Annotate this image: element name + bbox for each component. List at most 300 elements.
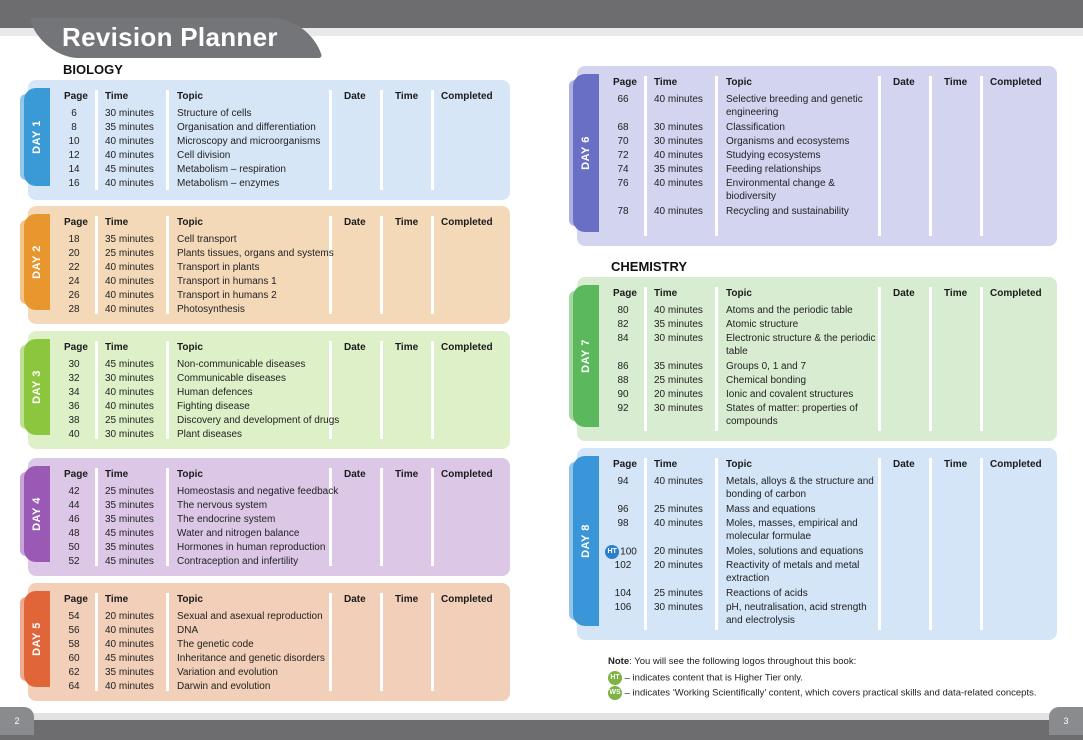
row-topic — [177, 527, 300, 540]
column-separator — [380, 593, 383, 691]
column-header-completed: Completed — [441, 469, 493, 480]
row-time: 40 minutes — [654, 178, 703, 189]
row-topic-line: Feeding relationships — [726, 164, 822, 175]
row-time: 35 minutes — [105, 500, 154, 511]
column-header-topic: Topic — [177, 469, 203, 480]
row-topic — [177, 555, 298, 568]
column-separator — [166, 341, 169, 439]
column-header-date: Date — [344, 217, 366, 228]
column-header-time2: Time — [944, 288, 968, 299]
column-header-completed: Completed — [990, 459, 1042, 470]
row-topic-line: extraction — [726, 573, 770, 584]
row-page: 22 — [68, 262, 80, 273]
row-topic — [177, 386, 253, 399]
column-separator — [95, 341, 98, 439]
column-separator — [329, 593, 332, 691]
row-topic — [726, 402, 858, 428]
row-topic-line: The nervous system — [177, 500, 268, 511]
row-topic-line: DNA — [177, 625, 199, 636]
row-topic — [726, 149, 821, 162]
column-separator — [329, 90, 332, 190]
column-header-time2: Time — [944, 77, 968, 88]
row-topic-line: Metals, alloys & the structure and — [726, 476, 874, 487]
row-page: 26 — [68, 290, 80, 301]
column-separator — [380, 341, 383, 439]
ht-badge-icon: HT — [605, 545, 619, 559]
row-time: 30 minutes — [105, 429, 154, 440]
row-time: 25 minutes — [105, 486, 154, 497]
row-page: 80 — [617, 305, 629, 316]
column-header-time2: Time — [395, 594, 419, 605]
row-page: 44 — [68, 500, 80, 511]
row-time: 40 minutes — [654, 94, 703, 105]
bottom-bar — [0, 720, 1083, 740]
day-tab — [24, 339, 50, 435]
row-topic-line: Variation and evolution — [177, 667, 278, 678]
column-separator — [380, 468, 383, 566]
row-time: 40 minutes — [654, 305, 703, 316]
row-topic — [726, 475, 874, 501]
day-tab-label: DAY 8 — [580, 524, 593, 558]
row-time: 25 minutes — [654, 588, 703, 599]
column-separator — [929, 458, 932, 630]
biology-heading: BIOLOGY — [63, 62, 123, 77]
column-header-page: Page — [64, 594, 88, 605]
column-separator — [644, 287, 647, 431]
row-topic-line: Water and nitrogen balance — [177, 528, 300, 539]
column-separator — [166, 90, 169, 190]
column-header-completed: Completed — [990, 77, 1042, 88]
row-topic-line: Photosynthesis — [177, 304, 245, 315]
row-topic-line: Transport in plants — [177, 262, 260, 273]
column-separator — [929, 287, 932, 431]
row-page: 18 — [68, 234, 80, 245]
ht-badge-icon: HT — [608, 671, 622, 685]
ht-note-line — [608, 671, 803, 685]
row-page: 56 — [68, 625, 80, 636]
row-time: 40 minutes — [105, 304, 154, 315]
page-number-left: 2 — [0, 707, 34, 735]
column-separator — [431, 593, 434, 691]
row-time: 45 minutes — [105, 359, 154, 370]
column-header-date: Date — [344, 342, 366, 353]
row-topic-line: Transport in humans 1 — [177, 276, 277, 287]
row-topic-line: States of matter: properties of — [726, 403, 858, 414]
row-topic — [177, 372, 286, 385]
row-topic — [177, 358, 305, 371]
row-time: 45 minutes — [105, 528, 154, 539]
row-topic — [726, 587, 808, 600]
column-header-time2: Time — [395, 342, 419, 353]
column-header-page: Page — [64, 469, 88, 480]
column-header-completed: Completed — [441, 91, 493, 102]
day-tab — [573, 74, 599, 232]
column-header-topic: Topic — [726, 77, 752, 88]
column-header-date: Date — [344, 594, 366, 605]
chemistry-heading: CHEMISTRY — [611, 259, 688, 274]
row-topic — [726, 332, 876, 358]
row-time: 45 minutes — [105, 653, 154, 664]
row-time: 40 minutes — [654, 476, 703, 487]
row-time: 30 minutes — [105, 108, 154, 119]
row-time: 40 minutes — [105, 639, 154, 650]
column-header-completed: Completed — [441, 342, 493, 353]
row-topic-line: Communicable diseases — [177, 373, 286, 384]
row-topic-line: table — [726, 346, 748, 357]
row-topic — [177, 513, 275, 526]
column-separator — [715, 458, 718, 630]
day-tab-label: DAY 6 — [580, 136, 593, 170]
row-topic — [726, 503, 816, 516]
row-page: 90 — [617, 389, 629, 400]
note-line — [608, 656, 856, 667]
row-topic — [177, 541, 325, 554]
ws-note-line — [608, 686, 1037, 700]
column-header-topic: Topic — [726, 459, 752, 470]
column-separator — [431, 341, 434, 439]
row-topic-line: molecular formulae — [726, 531, 812, 542]
column-header-date: Date — [344, 91, 366, 102]
column-header-page: Page — [64, 91, 88, 102]
row-topic — [726, 304, 853, 317]
row-topic-line: Metabolism – respiration — [177, 164, 286, 175]
row-topic — [177, 652, 325, 665]
row-topic-line: Plants tissues, organs and systems — [177, 248, 334, 259]
row-topic-line: Cell transport — [177, 234, 237, 245]
row-topic — [177, 666, 278, 679]
row-topic — [726, 318, 798, 331]
column-separator — [878, 458, 881, 630]
row-time: 25 minutes — [654, 375, 703, 386]
row-topic-line: Atomic structure — [726, 319, 799, 330]
row-topic-line: compounds — [726, 416, 778, 427]
column-separator — [431, 468, 434, 566]
row-topic-line: Inheritance and genetic disorders — [177, 653, 325, 664]
column-separator — [95, 90, 98, 190]
ht-note-text: – indicates content that is Higher Tier only. — [622, 672, 803, 684]
row-time: 40 minutes — [105, 178, 154, 189]
column-separator — [95, 593, 98, 691]
row-topic-line: Plant diseases — [177, 429, 243, 440]
row-topic — [177, 680, 270, 693]
column-header-time: Time — [654, 288, 678, 299]
column-separator — [431, 90, 434, 190]
day-panel — [28, 206, 510, 324]
column-header-date: Date — [893, 288, 915, 299]
column-header-time: Time — [105, 91, 129, 102]
ws-badge-icon: WS — [608, 686, 622, 700]
column-header-date: Date — [893, 459, 915, 470]
row-topic — [177, 303, 245, 316]
column-header-page: Page — [613, 459, 637, 470]
row-topic — [177, 400, 250, 413]
column-header-completed: Completed — [441, 217, 493, 228]
row-page: 14 — [68, 164, 80, 175]
row-time: 40 minutes — [654, 206, 703, 217]
row-topic-line: Moles, masses, empirical and — [726, 518, 858, 529]
row-topic — [177, 261, 259, 274]
row-topic-line: Mass and equations — [726, 504, 816, 515]
row-topic-line: Electronic structure & the periodic — [726, 333, 876, 344]
row-page: 76 — [617, 178, 629, 189]
row-time: 20 minutes — [654, 560, 703, 571]
column-header-topic: Topic — [726, 288, 752, 299]
row-topic — [177, 149, 230, 162]
row-topic — [726, 517, 858, 543]
row-topic-line: and electrolysis — [726, 615, 795, 626]
row-page: 46 — [68, 514, 80, 525]
row-topic — [177, 121, 316, 134]
row-topic-line: Environmental change & — [726, 178, 835, 189]
row-topic-line: Metabolism – enzymes — [177, 178, 280, 189]
row-page: 50 — [68, 542, 80, 553]
column-header-time: Time — [654, 459, 678, 470]
row-page: 94 — [617, 476, 629, 487]
column-header-topic: Topic — [177, 594, 203, 605]
column-separator — [980, 287, 983, 431]
row-topic — [177, 177, 279, 190]
row-topic-line: Reactions of acids — [726, 588, 808, 599]
row-topic — [177, 135, 320, 148]
row-page: 12 — [68, 150, 80, 161]
row-topic-line: Hormones in human reproduction — [177, 542, 326, 553]
day-tab — [24, 591, 50, 687]
row-topic-line: pH, neutralisation, acid strength — [726, 602, 867, 613]
row-topic — [726, 374, 806, 387]
column-separator — [980, 458, 983, 630]
row-topic — [177, 414, 339, 427]
row-time: 20 minutes — [654, 546, 703, 557]
row-topic — [177, 499, 267, 512]
column-header-time2: Time — [395, 469, 419, 480]
row-page: 40 — [68, 429, 80, 440]
row-time: 20 minutes — [105, 611, 154, 622]
row-topic-line: Contraception and infertility — [177, 556, 299, 567]
row-page: 70 — [617, 136, 629, 147]
column-header-date: Date — [893, 77, 915, 88]
row-topic-line: Homeostasis and negative feedback — [177, 486, 339, 497]
day-tab-label: DAY 4 — [31, 497, 44, 531]
row-topic — [177, 428, 242, 441]
row-page: 72 — [617, 150, 629, 161]
column-separator — [878, 287, 881, 431]
row-topic-line: The endocrine system — [177, 514, 276, 525]
column-header-page: Page — [613, 288, 637, 299]
bottom-bar-shadow — [0, 713, 1083, 720]
row-time: 40 minutes — [105, 262, 154, 273]
row-time: 40 minutes — [105, 290, 154, 301]
column-separator — [166, 216, 169, 314]
page-number-right: 3 — [1049, 707, 1083, 735]
column-header-date: Date — [344, 469, 366, 480]
column-header-time2: Time — [944, 459, 968, 470]
row-time: 30 minutes — [654, 136, 703, 147]
row-page: 102 — [614, 560, 632, 571]
row-topic-line: Atoms and the periodic table — [726, 305, 853, 316]
row-topic — [177, 163, 286, 176]
column-separator — [166, 593, 169, 691]
row-time: 40 minutes — [654, 150, 703, 161]
row-time: 45 minutes — [105, 164, 154, 175]
row-topic — [726, 121, 785, 134]
row-topic-line: Non-communicable diseases — [177, 359, 306, 370]
row-topic — [177, 289, 277, 302]
row-topic — [177, 233, 236, 246]
row-page: 96 — [617, 504, 629, 515]
column-separator — [715, 76, 718, 236]
column-header-completed: Completed — [990, 288, 1042, 299]
row-page — [603, 545, 639, 559]
row-time: 35 minutes — [105, 234, 154, 245]
column-header-time: Time — [105, 469, 129, 480]
row-time: 45 minutes — [105, 556, 154, 567]
row-topic-line: Reactivity of metals and metal — [726, 560, 860, 571]
row-time: 40 minutes — [105, 401, 154, 412]
row-topic-line: Structure of cells — [177, 108, 252, 119]
row-page-number: 100 — [620, 546, 637, 558]
row-page: 24 — [68, 276, 80, 287]
row-time: 30 minutes — [105, 373, 154, 384]
column-header-time2: Time — [395, 91, 419, 102]
row-page: 62 — [68, 667, 80, 678]
row-time: 35 minutes — [105, 667, 154, 678]
column-separator — [644, 458, 647, 630]
row-page: 38 — [68, 415, 80, 426]
row-page: 78 — [617, 206, 629, 217]
row-time: 30 minutes — [654, 333, 703, 344]
column-header-page: Page — [64, 217, 88, 228]
row-time: 30 minutes — [654, 403, 703, 414]
row-page: 10 — [68, 136, 80, 147]
row-page: 54 — [68, 611, 80, 622]
row-time: 35 minutes — [105, 542, 154, 553]
row-topic — [726, 545, 863, 558]
row-topic — [726, 360, 806, 373]
row-time: 25 minutes — [654, 504, 703, 515]
row-topic-line: Moles, solutions and equations — [726, 546, 864, 557]
row-topic — [726, 388, 853, 401]
row-topic-line: Discovery and development of drugs — [177, 415, 340, 426]
row-topic-line: Selective breeding and genetic — [726, 94, 863, 105]
row-page: 84 — [617, 333, 629, 344]
row-topic — [177, 275, 277, 288]
row-topic — [726, 163, 821, 176]
row-time: 40 minutes — [105, 387, 154, 398]
row-page: 34 — [68, 387, 80, 398]
row-page: 30 — [68, 359, 80, 370]
row-topic-line: Cell division — [177, 150, 231, 161]
row-topic-line: Classification — [726, 122, 785, 133]
day-panel — [28, 331, 510, 449]
day-tab-label: DAY 2 — [31, 245, 44, 279]
column-header-page: Page — [613, 77, 637, 88]
row-time: 30 minutes — [654, 602, 703, 613]
day-tab-label: DAY 3 — [31, 370, 44, 404]
row-time: 40 minutes — [105, 136, 154, 147]
row-topic-line: Fighting disease — [177, 401, 250, 412]
note-text: : You will see the following logos throughout this book: — [629, 656, 857, 667]
row-topic-line: Recycling and sustainability — [726, 206, 849, 217]
day-tab-label: DAY 5 — [31, 622, 44, 656]
row-time: 40 minutes — [105, 150, 154, 161]
column-header-page: Page — [64, 342, 88, 353]
row-page: 92 — [617, 403, 629, 414]
row-time: 20 minutes — [654, 389, 703, 400]
column-separator — [95, 468, 98, 566]
row-topic-line: engineering — [726, 107, 779, 118]
row-page: 106 — [614, 602, 632, 613]
column-header-time: Time — [105, 342, 129, 353]
column-header-topic: Topic — [177, 342, 203, 353]
column-header-time: Time — [654, 77, 678, 88]
row-page: 68 — [617, 122, 629, 133]
row-topic — [726, 93, 863, 119]
row-page: 28 — [68, 304, 80, 315]
row-time: 40 minutes — [105, 276, 154, 287]
column-separator — [715, 287, 718, 431]
row-topic — [177, 638, 254, 651]
column-separator — [644, 76, 647, 236]
row-time: 40 minutes — [105, 625, 154, 636]
row-topic-line: Transport in humans 2 — [177, 290, 277, 301]
row-topic — [726, 205, 849, 218]
row-page: 20 — [68, 248, 80, 259]
row-page: 48 — [68, 528, 80, 539]
column-separator — [380, 90, 383, 190]
row-topic — [177, 107, 251, 120]
column-separator — [95, 216, 98, 314]
row-topic — [177, 624, 198, 637]
row-time: 35 minutes — [105, 122, 154, 133]
day-tab — [24, 466, 50, 562]
column-header-topic: Topic — [177, 91, 203, 102]
row-page: 6 — [71, 108, 77, 119]
day-tab — [24, 88, 50, 186]
column-separator — [380, 216, 383, 314]
row-topic-line: Human defences — [177, 387, 253, 398]
column-header-topic: Topic — [177, 217, 203, 228]
column-separator — [878, 76, 881, 236]
row-topic-line: Organisation and differentiation — [177, 122, 316, 133]
row-topic-line: The genetic code — [177, 639, 254, 650]
column-separator — [980, 76, 983, 236]
row-page: 74 — [617, 164, 629, 175]
row-topic-line: bonding of carbon — [726, 489, 807, 500]
row-topic — [726, 601, 867, 627]
row-page: 98 — [617, 518, 629, 529]
row-topic — [177, 485, 338, 498]
day-tab — [24, 214, 50, 310]
row-page: 60 — [68, 653, 80, 664]
row-time: 40 minutes — [654, 518, 703, 529]
ws-note-text: – indicates ‘Working Scientifically’ content, which covers practical skills and data-related concepts. — [622, 687, 1037, 699]
row-page: 82 — [617, 319, 629, 330]
row-time: 35 minutes — [105, 514, 154, 525]
day-tab — [573, 285, 599, 427]
row-page: 16 — [68, 178, 80, 189]
row-page: 8 — [71, 122, 77, 133]
row-page: 64 — [68, 681, 80, 692]
row-time: 35 minutes — [654, 319, 703, 330]
row-page: 104 — [614, 588, 632, 599]
row-topic-line: Microscopy and microorganisms — [177, 136, 321, 147]
column-separator — [431, 216, 434, 314]
column-separator — [329, 468, 332, 566]
row-topic-line: Organisms and ecosystems — [726, 136, 850, 147]
row-topic-line: biodiversity — [726, 191, 777, 202]
row-topic — [177, 247, 334, 260]
row-topic-line: Ionic and covalent structures — [726, 389, 854, 400]
